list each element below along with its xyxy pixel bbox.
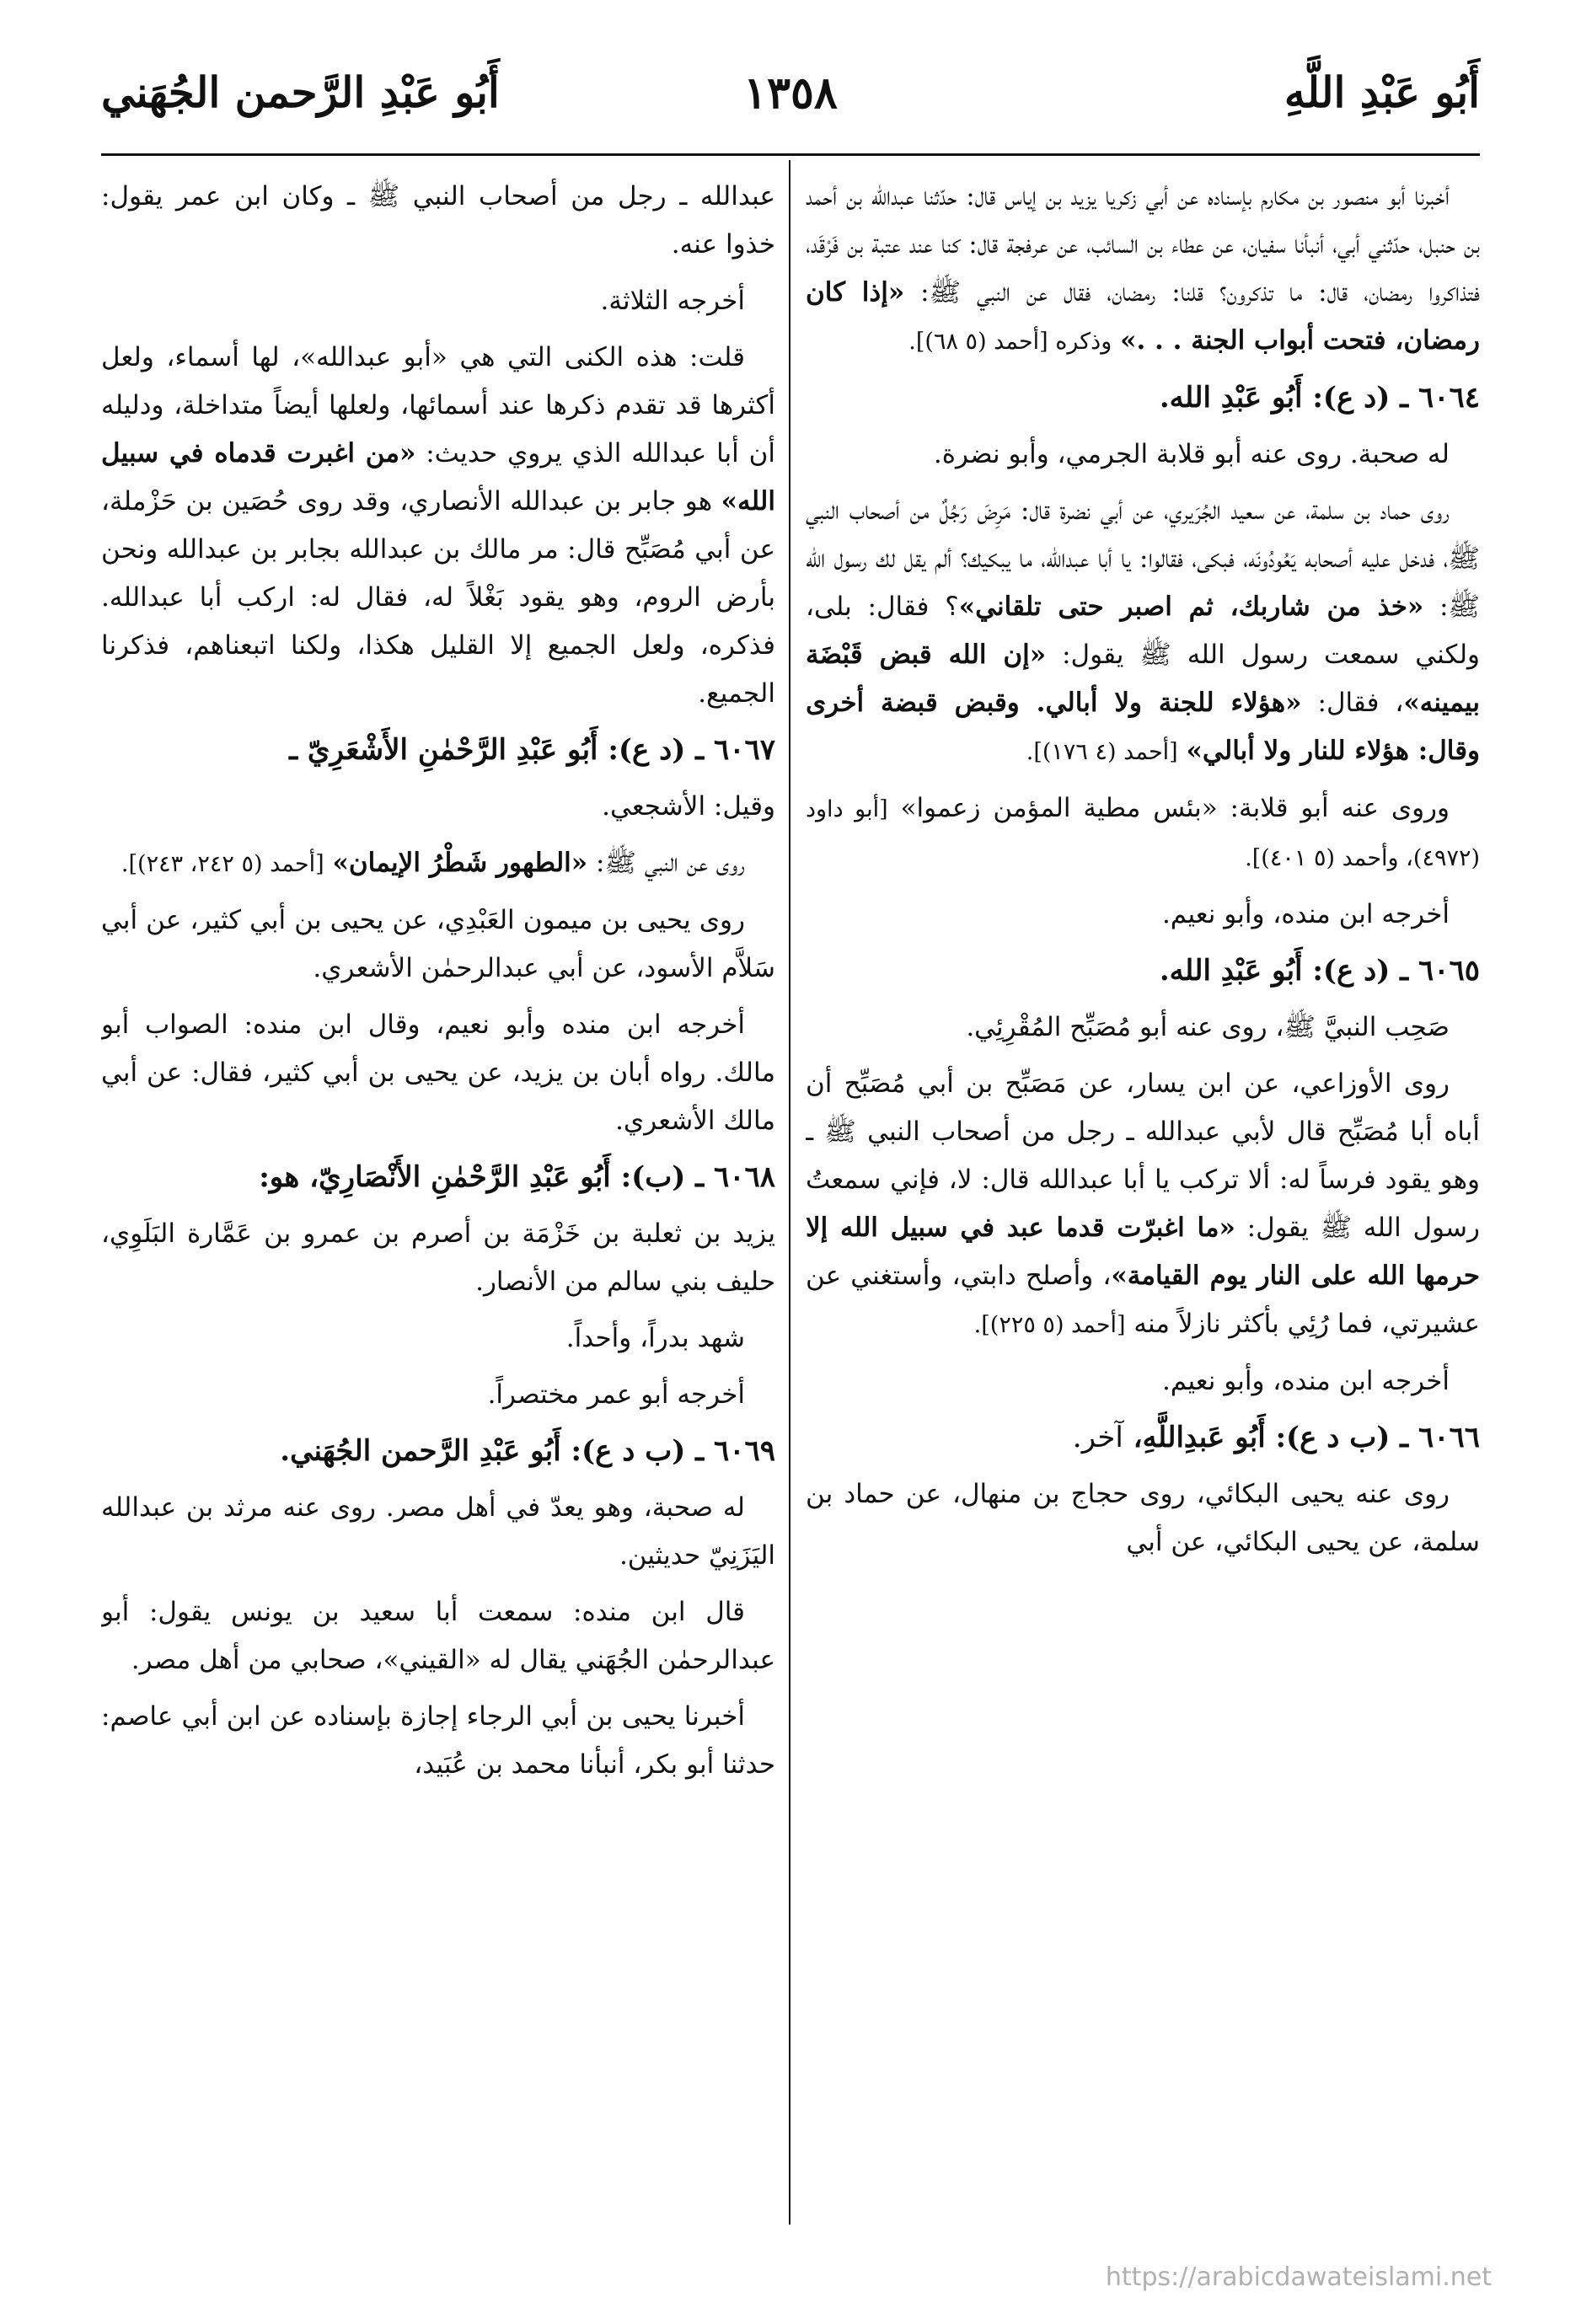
text: روى الأوزاعي، عن ابن يسار، عن مَصَبِّح بن أبي مُصَبِّح أن أباه أبا مُصَبِّح قال لأبي عبدالله ـ رجل من أصحاب النبي ﷺ ـ وهو يقود فرساً له: ألا تركب يا أبا عبدالله قال: لا، فإني سمعتُ رسول الله ﷺ يقول: <box>806 1068 1480 1243</box>
entry-heading-6064: ٦٠٦٤ ـ (د ع): أَبُو عَبْدِ الله. <box>1159 381 1480 415</box>
right-column <box>806 173 1480 2229</box>
hadith-quote: «من اغبرت قدماه في سبيل الله» <box>101 438 775 517</box>
paragraph <box>806 784 1480 882</box>
page-header <box>101 59 1480 143</box>
running-title-right: أَبُو عَبْدِ اللَّهِ <box>1284 67 1480 117</box>
paragraph <box>101 839 775 888</box>
citation: [أحمد (٤ ١٧٦)]. <box>1026 739 1178 765</box>
column-divider <box>789 160 790 2225</box>
entry-heading-6068: ٦٠٦٨ ـ (ب): أَبُو عَبْدِ الرَّحْمٰنِ الأَنْصَارِيّ، هو: <box>259 1160 775 1194</box>
paragraph <box>806 487 1480 776</box>
hadith-quote: «ما اغبرّت قدما عبد في سبيل الله إلا حرمها الله على النار يوم القيامة» <box>806 1213 1480 1291</box>
paragraph: شهد بدراً، وأحداً. <box>565 1323 745 1353</box>
text: وروى عنه أبو قلابة: «بئس مطية المؤمن زعموا» <box>900 793 1450 823</box>
watermark-url: https://arabicdawateislami.net <box>1105 2262 1492 2292</box>
entry-heading-6067: ٦٠٦٧ ـ (د ع): أَبُو عَبْدِ الرَّحْمٰنِ الأَشْعَرِيّ ـ <box>289 733 775 767</box>
paragraph: أخرجه ابن منده، وأبو نعيم. <box>1161 899 1450 929</box>
text: أخبرنا أبو منصور بن مكارم بإسناده عن أبي زكريا يزيد بن إياس قال: حدّثنا عبدالله بن أحمد بن حنبل، حدّثني أبي، أنبأنا سفيان، عن عطاء بن السائب، عن عرفجة قال: كنا عند عتبة بن فَرْقَد، فتذاكروا رمضان، قال: ما تذكرون؟ قلنا: رمضان، فقال عن النبي ﷺ: <box>806 181 1480 308</box>
text: هو جابر بن عبدالله الأنصاري، وقد روى حُصَين بن حَزْملة، عن أبي مُصَبِّح قال: مر مالك بن عبدالله بجابر بن عبدالله ونحن بأرض الروم، وهو يقود بَغْلاً له، فقال له: اركب أبا عبدالله. فذكره، ولعل الجميع إلا القليل هكذا، ولكنا اتبعناهم، فذكرنا الجميع. <box>101 486 775 709</box>
hadith-quote: «خذ من شاربك، ثم اصبر حتى تلقاني» <box>958 592 1424 622</box>
citation: [أحمد (٥ ٢٤٢، ٢٤٣)]. <box>121 851 324 877</box>
paragraph: أخرجه الثلاثة. <box>600 286 745 316</box>
text: ، فقال: <box>1317 688 1404 718</box>
hadith-quote: «هؤلاء للجنة ولا أبالي. وقبض قبضة أخرى وقال: هؤلاء للنار ولا أبالي» <box>806 688 1480 766</box>
header-rule <box>101 153 1480 156</box>
text: روى حماد بن سلمة، عن سعيد الجُرَيري، عن أبي نضرة قال: مَرِضَ رَجُلٌ من أصحاب النبي ﷺ، فدخل عليه أصحابه يَعُودُونَه، فبكى، فقالوا: يا أبا عبدالله، ما يبكيك؟ ألم يقل لك رسول الله ﷺ: <box>806 495 1480 622</box>
heading-tail: آخر. <box>1072 1421 1123 1454</box>
paragraph: له صحبة. روى عنه أبو قلابة الجرمي، وأبو نضرة. <box>933 439 1450 469</box>
text: روى عن النبي ﷺ: <box>596 848 745 878</box>
paragraph: قال ابن منده: سمعت أبا سعيد بن يونس يقول: أبو عبدالرحمٰن الجُهَني يقال له «القيني»، صحابي من أهل مصر. <box>101 1597 775 1675</box>
paragraph: صَحِب النبيَّ ﷺ، روى عنه أبو مُصَبِّح المُقْرِئِي. <box>966 1012 1450 1042</box>
paragraph: روى عنه يحيى البكائي، روى حجاج بن منهال، عن حماد بن سلمة، عن يحيى البكائي، عن أبي <box>806 1479 1480 1557</box>
paragraph: روى يحيى بن ميمون العَبْدِي، عن يحيى بن أبي كثير، عن أبي سَلاَّم الأسود، عن أبي عبدالرحمٰن الأشعري. <box>101 905 775 983</box>
citation: وذكره [أحمد (٥ ٦٨)]. <box>908 329 1112 355</box>
paragraph: أخرجه ابن منده، وأبو نعيم. <box>1161 1366 1450 1396</box>
paragraph: أخبرنا يحيى بن أبي الرجاء إجازة بإسناده عن ابن أبي عاصم: حدثنا أبو بكر، أنبأنا محمد بن عُبَيد، <box>101 1701 775 1780</box>
text: قلت: هذه الكنى التي هي «أبو عبدالله»، لها أسماء، ولعل أكثرها قد تقدم ذكرها عند أسمائها، ولعلها أيضاً متداخلة، ودليله أن أبا عبدالله الذي يروي حديث: <box>101 342 775 469</box>
paragraph: عبدالله ـ رجل من أصحاب النبي ﷺ ـ وكان ابن عمر يقول: خذوا عنه. <box>101 181 775 260</box>
citation: [أحمد (٥ ٢٢٥)]. <box>973 1312 1126 1338</box>
hadith-quote: «الطهور شَطْرُ الإيمان» <box>332 848 588 878</box>
page-number: ١٣٥٨ <box>743 67 838 119</box>
hadith-quote: «إن الله قبض قَبْضَة بيمينه» <box>806 640 1480 718</box>
entry-heading-6065: ٦٠٦٥ ـ (د ع): أَبُو عَبْدِ الله. <box>1159 954 1480 988</box>
paragraph <box>806 1060 1480 1349</box>
entry-heading-6066 <box>806 1414 1480 1462</box>
running-title-left: أَبُو عَبْدِ الرَّحمن الجُهَني <box>101 67 500 117</box>
citation: [أبو داود (٤٩٧٢)، وأحمد (٥ ٤٠١)]. <box>806 796 1480 871</box>
hadith-quote: «إذا كان رمضان، فتحت أبواب الجنة . . .» <box>806 277 1480 356</box>
paragraph: له صحبة، وهو يعدّ في أهل مصر. روى عنه مرثد بن عبدالله اليَزَنِيّ حديثين. <box>101 1492 775 1571</box>
text: ، وأصلح دابتي، وأستغني عن عشيرتي، فما رُئِي بأكثر نازلاً منه <box>806 1261 1480 1339</box>
paragraph: أخرجه ابن منده وأبو نعيم، وقال ابن منده: الصواب أبو مالك. رواه أبان بن يزيد، عن يحيى بن أبي كثير، فقال: عن أبي مالك الأشعري. <box>101 1009 775 1136</box>
text: ؟ فقال: بلى، ولكني سمعت رسول الله ﷺ يقول: <box>806 592 1480 670</box>
paragraph: وقيل: الأشجعي. <box>602 791 775 822</box>
heading-text: ٦٠٦٦ ـ (ب د ع): أَبُو عَبدِاللَّهِ، <box>1133 1421 1480 1454</box>
paragraph <box>806 173 1480 366</box>
paragraph: أخرجه أبو عمر مختصراً. <box>487 1379 745 1410</box>
paragraph: يزيد بن ثعلبة بن خَزْمَة بن أصرم بن عمرو بن عَمَّارة البَلَوِي، حليف بني سالم من الأنصار. <box>101 1218 775 1297</box>
entry-heading-6069: ٦٠٦٩ ـ (ب د ع): أَبُو عَبْدِ الرَّحمن الجُهَني. <box>280 1434 775 1468</box>
paragraph <box>101 334 775 718</box>
left-column <box>101 173 775 2229</box>
